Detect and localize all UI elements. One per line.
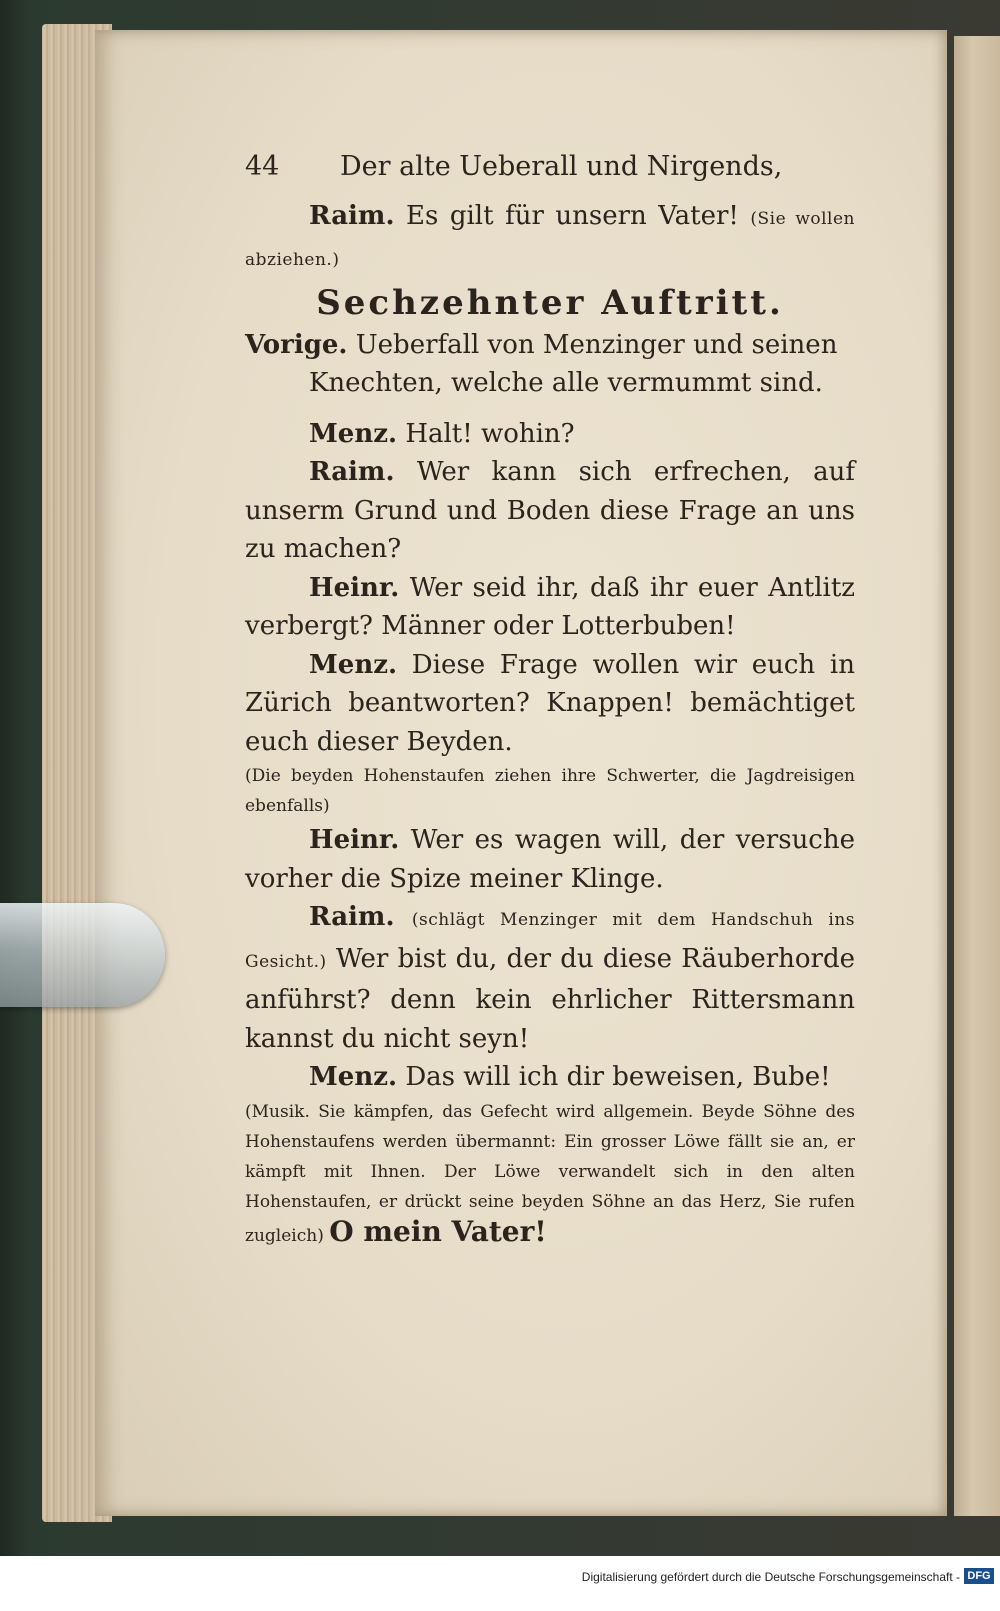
speaker: Menz. (309, 418, 398, 449)
speech-line (245, 646, 855, 762)
speech-line (245, 898, 855, 1058)
stage-direction: (Die beyden Hohenstaufen ziehen ihre Schwerter, die Jagdreisigen ebenfalls) (245, 766, 855, 816)
stage-direction: (Sie wollen abziehen.) (245, 208, 855, 270)
speech-text: O mein Vater! (329, 1214, 547, 1248)
footer-bar (0, 1556, 1000, 1611)
speech-line (245, 569, 855, 646)
speech-text: Das will ich dir beweisen, Bube! (405, 1062, 831, 1092)
running-title: Der alte Ueberall und Nirgends, (340, 151, 783, 182)
speech-line (245, 415, 855, 454)
scene-heading: Sechzehnter Auftritt. (316, 282, 784, 323)
speaker: Heinr. (309, 825, 400, 855)
scene-description (245, 326, 855, 403)
next-page-edge (954, 36, 1000, 1516)
running-header (245, 148, 855, 187)
speaker: Raim. (309, 902, 395, 932)
speech-text: Wer es wagen will, der versuche vorher die Spize meiner Klinge. (245, 825, 856, 894)
speech-text: Diese Frage wollen wir euch in Zürich beantworten? Knappen! bemächtiget euch dieser Beyden. (245, 649, 855, 757)
page-number: 44 (245, 151, 280, 182)
footer-credit: Digitalisierung gefördert durch die Deutsche Forschungsgemeinschaft - (581, 1570, 960, 1584)
speech-line (245, 1058, 855, 1097)
speech-line (245, 197, 855, 280)
stage-direction: (schlägt Menzinger mit dem Handschuh ins Gesicht.) (245, 910, 855, 972)
stage-direction: (Musik. Sie kämpfen, das Gefecht wird allgemein. Beyde Söhne des Hohenstaufens werden übermannt: Ein grosser Löwe fällt sie an, er kämpft mit Ihnen. Der Löwe verwandelt sich in den alten Hohenstaufen, er drückt seine beyden Söhne an das Herz, Sie rufen zugleich) (245, 1101, 855, 1246)
speech-text: Wer kann sich erfrechen, auf unserm Grund und Boden diese Frage an uns zu machen? (245, 457, 856, 564)
speaker: Raim. (309, 457, 395, 487)
page-text (245, 148, 855, 1251)
speech-text: Wer seid ihr, daß ihr euer Antlitz verbergt? Männer oder Lotterbuben! (245, 572, 855, 641)
scene-text: Ueberfall von Menzinger und seinen Knechten, welche alle vermummt sind. (309, 329, 838, 398)
speaker: Heinr. (309, 572, 400, 603)
speech-text: Es gilt für unsern Vater! (406, 200, 739, 231)
speech-line (245, 453, 855, 569)
speaker: Raim. (309, 200, 395, 231)
page-clip (0, 903, 165, 1007)
speech-text: Wer bist du, der du diese Räuberhorde anführst? denn kein ehrlicher Rittersmann kannst du nicht seyn! (245, 943, 856, 1054)
stage-direction-block (245, 1097, 855, 1251)
speech-text: Halt! wohin? (405, 418, 575, 449)
speaker: Menz. (309, 649, 398, 680)
speaker: Vorige. (245, 329, 348, 360)
speaker: Menz. (309, 1062, 398, 1092)
speech-line (245, 821, 855, 898)
dfg-logo-icon: DFG (964, 1568, 994, 1584)
